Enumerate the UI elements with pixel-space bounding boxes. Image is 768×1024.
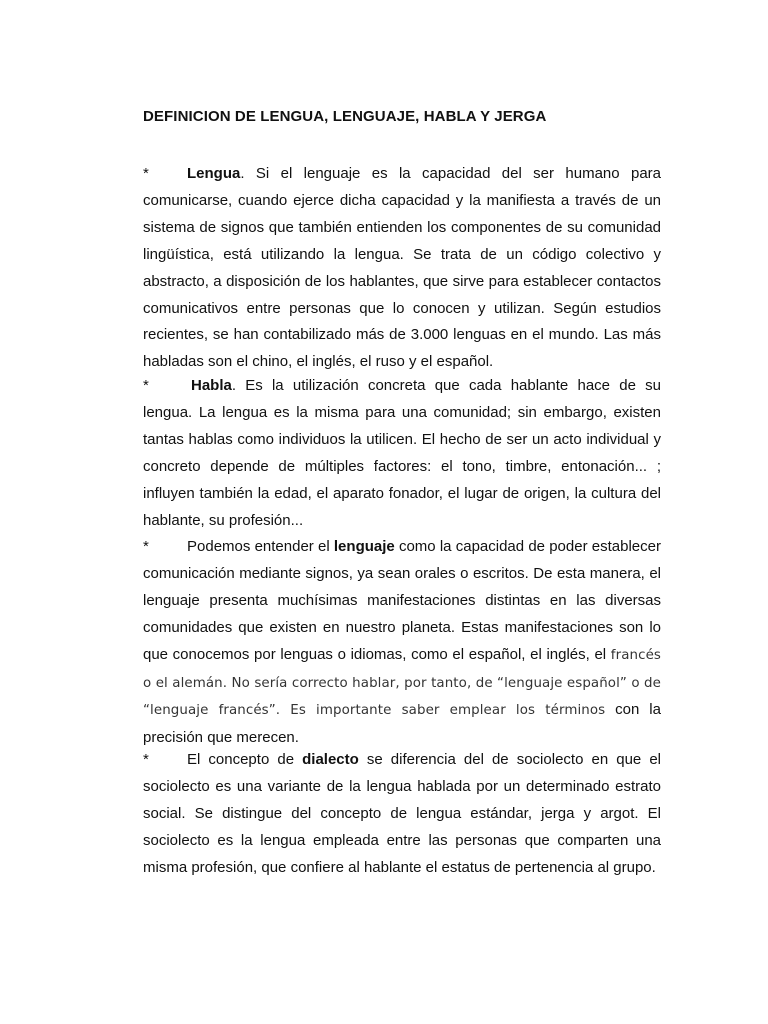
paragraph-lenguaje xyxy=(143,534,661,752)
paragraph-dialecto-intro: El concepto de xyxy=(187,751,303,768)
bullet-marker: * xyxy=(143,377,149,394)
paragraph-lengua-text: . Si el lenguaje es la capacidad del ser humano para comunicarse, cuando ejerce dicha capacidad y la manifiesta a través de un sistema de signos que también entienden los componentes de su comunidad lingüística, está utilizando la lengua. Se trata de un código colectivo y abstracto, a disposición de los hablantes, que sirve para establecer contactos comunicativos entre personas que lo conocen y utilizan. Según estudios recientes, se han contabilizado más de 3.000 lenguas en el mundo. Las más habladas son el chino, el inglés, el ruso y el español. xyxy=(143,165,661,371)
bullet-marker: * xyxy=(143,165,149,182)
document-title: DEFINICION DE LENGUA, LENGUAJE, HABLA Y JERGA xyxy=(143,108,547,125)
term-habla: Habla xyxy=(191,377,232,394)
bullet-marker: * xyxy=(143,538,149,555)
paragraph-lenguaje-text: como la capacidad de poder establecer comunicación mediante signos, ya sean orales o escritos. De esta manera, el lenguaje presenta muchísimas manifestaciones distintas en las diversas comunidades que existen en nuestro planeta. Estas manifestaciones son lo que conocemos por lenguas o idiomas, como el español, el inglés, el xyxy=(143,538,661,663)
paragraph-lengua xyxy=(143,161,661,376)
paragraph-dialecto-text: se diferencia del de sociolecto en que el sociolecto es una variante de la lengua hablada por un determinado estrato social. Se distingue del concepto de lengua estándar, jerga y argot. El sociolecto es la lengua empleada entre las personas que comparten una misma profesión, que confiere al hablante el estatus de pertenencia al grupo. xyxy=(143,751,662,876)
term-lenguaje: lenguaje xyxy=(333,538,395,555)
paragraph-dialecto xyxy=(143,747,661,882)
bullet-marker: * xyxy=(143,751,149,768)
paragraph-habla-text: . Es la utilización concreta que cada hablante hace de su lengua. La lengua es la misma para una comunidad; sin embargo, existen tantas hablas como individuos la utilicen. El hecho de ser un acto individual y concreto depende de múltiples factores: el tono, timbre, entonación... ; influyen también la edad, el aparato fonador, el lugar de origen, la cultura del hablante, su profesión... xyxy=(143,377,661,529)
paragraph-lenguaje-intro: Podemos entender el xyxy=(187,538,334,555)
term-lengua: Lengua xyxy=(187,165,241,182)
term-dialecto: dialecto xyxy=(302,751,359,768)
paragraph-lenguaje-alt-font-text: francés o el alemán. No sería correcto hablar, por tanto, de “lenguaje español” o de “lenguaje francés”. Es importante saber emplear los términos xyxy=(143,647,661,719)
paragraph-habla xyxy=(143,373,661,534)
paragraph-lenguaje-end: con la precisión que merecen. xyxy=(143,701,661,747)
